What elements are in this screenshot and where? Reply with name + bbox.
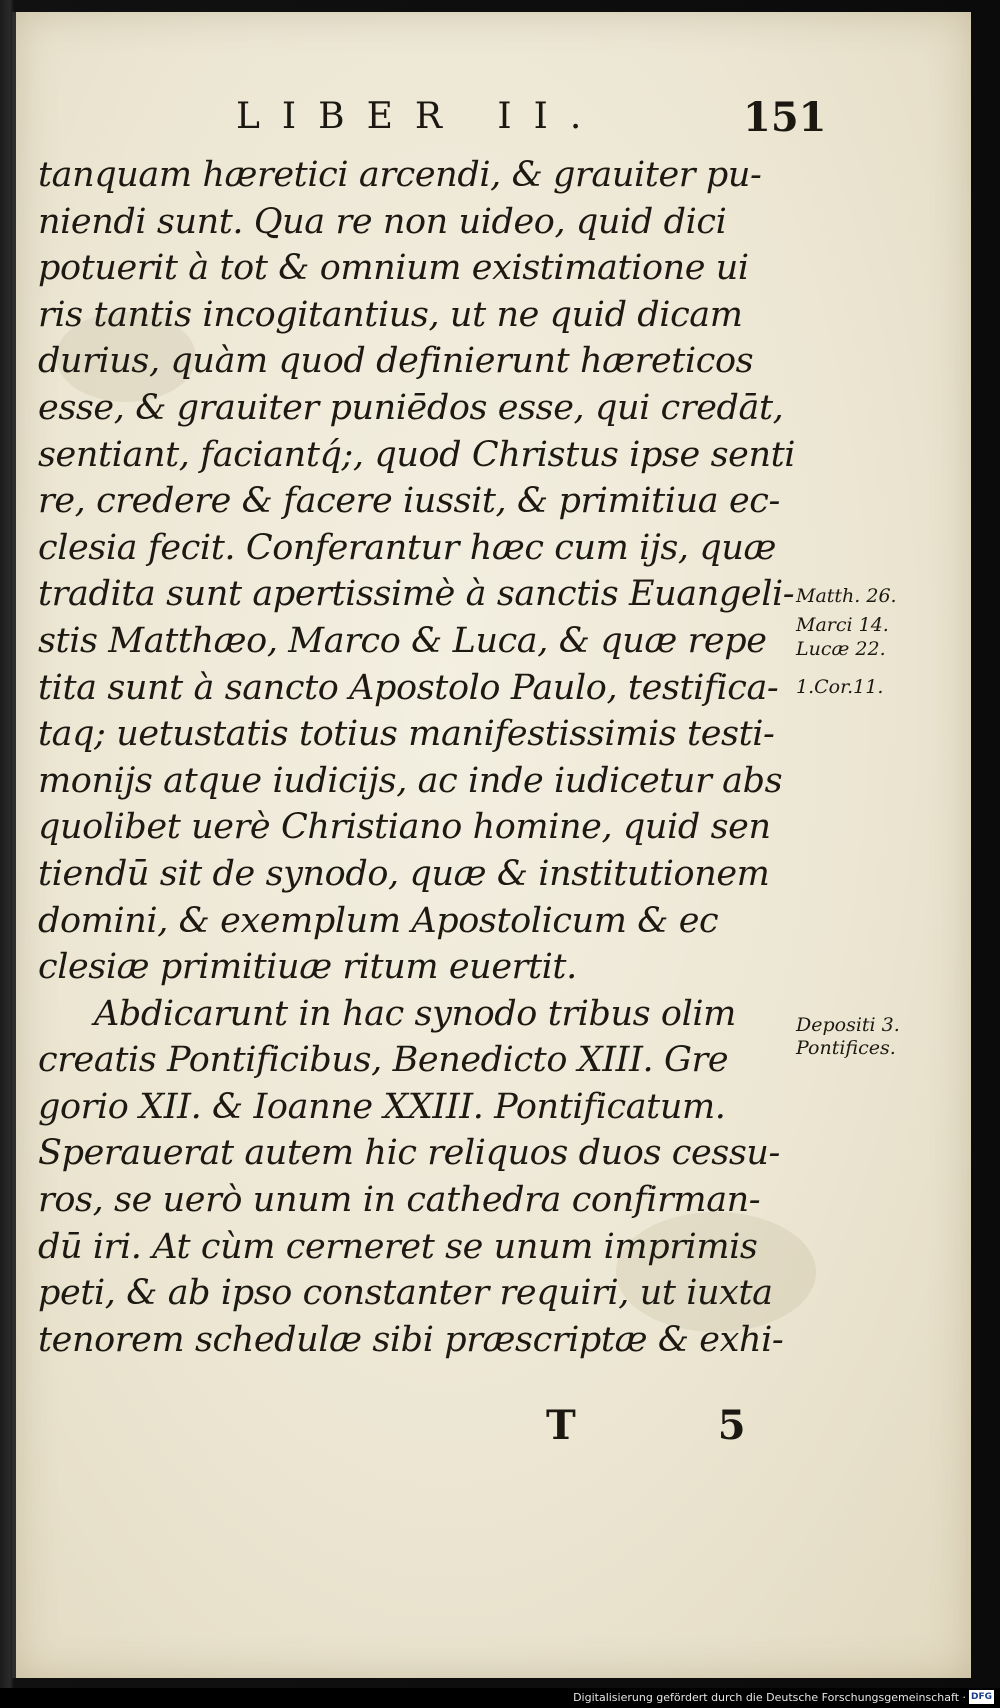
text-line: tiendū sit de synodo, quæ & institutionem — [38, 853, 770, 894]
margin-note-corinthians: 1.Cor.11. — [796, 676, 884, 698]
text-block — [38, 152, 808, 1363]
margin-note-depositi: Depositi 3. — [796, 1014, 900, 1036]
text-line: ros, se uerò unum in cathedra confirman- — [38, 1180, 761, 1221]
text-line: dū iri. At cùm cerneret se unum imprimis — [38, 1226, 758, 1267]
text-line: tenorem schedulæ sibi præscriptæ & exhi- — [38, 1319, 784, 1360]
digitization-credit: Digitalisierung gefördert durch die Deutsche Forschungsgemeinschaft · — [573, 1691, 966, 1704]
margin-note-luke: Lucæ 22. — [796, 638, 886, 660]
text-line: clesiæ primitiuæ ritum euertit. — [38, 947, 577, 988]
text-line: tradita sunt apertissimè à sanctis Euangeli- — [38, 574, 795, 615]
signature-mark: T 5 — [546, 1402, 810, 1449]
page-header — [16, 96, 971, 146]
paragraph-start-line: Abdicarunt in hac synodo tribus olim — [94, 993, 736, 1034]
dfg-logo: DFG — [970, 1692, 992, 1702]
text-line: sentiant, faciantq́;, quod Christus ipse senti — [38, 434, 796, 475]
text-line: tita sunt à sancto Apostolo Paulo, testifica- — [38, 667, 779, 708]
folio-number: 151 — [743, 94, 827, 141]
text-line: durius, quàm quod definierunt hæreticos — [38, 341, 754, 382]
margin-note-mark: Marci 14. — [796, 614, 889, 636]
margin-note-matthew: Matth. 26. — [796, 585, 897, 607]
text-line: clesia fecit. Conferantur hæc cum ijs, quæ — [38, 527, 777, 568]
text-line: creatis Pontificibus, Benedicto XIII. Gre — [38, 1040, 729, 1081]
text-line: domini, & exemplum Apostolicum & ec — [38, 900, 719, 941]
book-page — [12, 12, 971, 1678]
text-line: quolibet uerè Christiano homine, quid sen — [38, 807, 771, 848]
text-line: potuerit à tot & omnium existimatione ui — [38, 248, 749, 289]
text-line: re, credere & facere iussit, & primitiua ec- — [38, 481, 780, 522]
text-line: gorio XII. & Ioanne XXIII. Pontificatum. — [38, 1086, 726, 1127]
text-line: monijs atque iudicijs, ac inde iudicetur abs — [38, 760, 783, 801]
text-line: stis Matthæo, Marco & Luca, & quæ repe — [38, 620, 767, 661]
text-line: peti, & ab ipso constanter requiri, ut iuxta — [38, 1273, 773, 1314]
text-line: taq; uetustatis totius manifestissimis testi- — [38, 714, 775, 755]
text-line: Sperauerat autem hic reliquos duos cessu- — [38, 1133, 780, 1174]
running-head: LIBER II. — [236, 96, 604, 137]
text-line: niendi sunt. Qua re non uideo, quid dici — [38, 201, 727, 242]
text-line: ris tantis incogitantius, ut ne quid dicam — [38, 294, 743, 335]
text-line: esse, & grauiter puniēdos esse, qui credāt, — [38, 387, 784, 428]
margin-note-pontifices: Pontifices. — [796, 1037, 896, 1059]
text-line: tanquam hæretici arcendi, & grauiter pu- — [38, 155, 762, 195]
